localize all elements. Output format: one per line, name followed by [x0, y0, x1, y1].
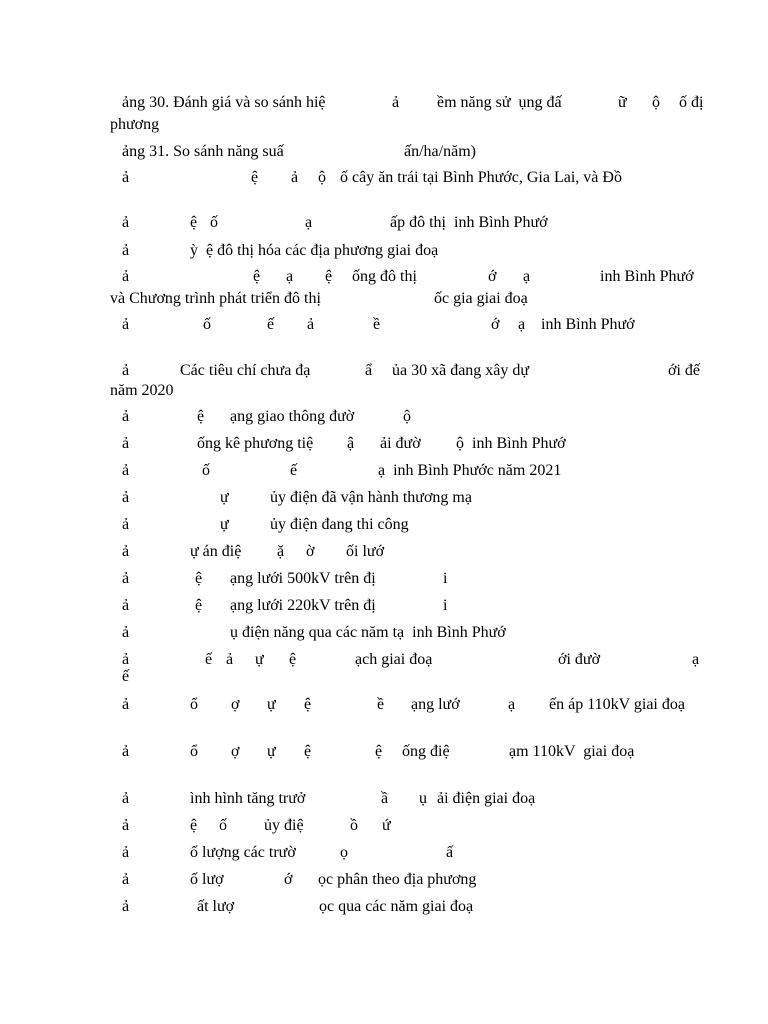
text-fragment: ồ [350, 817, 358, 834]
document-line [0, 788, 768, 810]
text-fragment: inh Bình Phướ [541, 316, 635, 333]
text-fragment: ạng lướ [411, 696, 460, 713]
text-fragment: ủy điện đang thi công [270, 516, 409, 533]
text-fragment: ạ [508, 696, 516, 713]
text-fragment: ả [122, 651, 130, 668]
text-fragment: ộ [403, 408, 411, 425]
text-fragment: ốc gia giai đoạ [434, 290, 528, 307]
text-fragment: ềm năng sử ụng đấ [437, 94, 562, 111]
text-fragment: ống đô thị [352, 268, 417, 285]
document-line [0, 741, 768, 763]
document-line [0, 92, 768, 114]
document-line [0, 622, 768, 644]
document-line [0, 896, 768, 918]
document-line [0, 666, 768, 688]
text-fragment: ệ [190, 214, 198, 231]
text-fragment: ả [122, 624, 130, 641]
text-fragment: ệ [289, 651, 297, 668]
text-fragment: ủy điệ [264, 817, 304, 834]
text-fragment: ứ [382, 817, 391, 834]
text-fragment: ả [122, 408, 130, 425]
text-fragment: ả [307, 316, 315, 333]
text-fragment: ả [122, 169, 130, 186]
document-line [0, 212, 768, 234]
text-fragment: ợ [231, 696, 240, 713]
text-fragment: phương [110, 116, 160, 133]
document-line [0, 815, 768, 837]
text-fragment: ộ inh Bình Phướ [456, 435, 566, 452]
document-line [0, 595, 768, 617]
text-fragment: ả [122, 790, 130, 807]
text-fragment: ạng lưới 500kV trên đị [230, 570, 376, 587]
text-fragment: ố cây ăn trái tại Bình Phước, Gia Lai, và Đồ [340, 169, 622, 186]
text-fragment: ệ [253, 268, 261, 285]
text-fragment: ả [122, 362, 130, 379]
text-fragment: ạ [518, 316, 526, 333]
text-fragment: ả [122, 516, 130, 533]
text-fragment: ự án điệ [190, 543, 242, 560]
text-fragment: ụ [419, 790, 427, 807]
text-fragment: ạ [523, 268, 531, 285]
text-fragment: ẩ [365, 362, 373, 379]
text-fragment: i [443, 570, 448, 587]
text-fragment: ới đườ [558, 651, 601, 668]
text-fragment: ủa 30 xã đang xây dự [392, 362, 530, 379]
text-fragment: ả [226, 651, 234, 668]
text-fragment: ề [373, 316, 381, 333]
text-fragment: ỳ ệ đô thị hóa các địa phương giai đoạ [190, 242, 439, 259]
text-fragment: ất lượ [197, 898, 235, 915]
text-fragment: ự [220, 489, 229, 506]
text-fragment: ạng lưới 220kV trên đị [230, 597, 376, 614]
text-fragment: ả [122, 462, 130, 479]
text-fragment: năm 2020 [110, 382, 174, 399]
text-fragment: ệ [251, 169, 259, 186]
document-line [0, 406, 768, 428]
text-fragment: ới đế [668, 362, 701, 379]
document-line [0, 380, 768, 402]
text-fragment: ệ [197, 408, 205, 425]
text-fragment: ộ [652, 94, 660, 111]
text-fragment: ự [220, 516, 229, 533]
text-fragment: ệ [195, 570, 203, 587]
text-fragment: ệ [375, 743, 383, 760]
text-fragment: Các tiêu chí chưa đạ [180, 362, 311, 379]
text-fragment: ớ [491, 316, 500, 333]
text-fragment: ố [219, 817, 227, 834]
text-fragment: ả [122, 844, 130, 861]
text-fragment: ảng 31. So sánh năng suấ [122, 143, 284, 160]
text-fragment: ố lượng các trườ [190, 844, 296, 861]
text-fragment: ống điệ [402, 743, 450, 760]
text-fragment: ệ [304, 696, 312, 713]
text-fragment: và Chương trình phát triển đô thị [110, 290, 321, 307]
text-fragment: ổ [190, 743, 198, 760]
text-fragment: ế [122, 668, 130, 685]
text-fragment: ạm 110kV giai đoạ [509, 743, 635, 760]
text-fragment: ọc qua các năm giai đoạ [319, 898, 474, 915]
text-fragment: ấp đô thị inh Bình Phướ [390, 214, 548, 231]
text-fragment: ạ inh Bình Phước năm 2021 [378, 462, 562, 479]
text-fragment: ữ [618, 94, 627, 111]
text-fragment: ình hình tăng trưở [190, 790, 306, 807]
text-fragment: ả [122, 696, 130, 713]
text-fragment: ậ [347, 435, 355, 452]
text-fragment: ến áp 110kV giai đoạ [549, 696, 685, 713]
document-line [0, 266, 768, 288]
text-fragment: ải điện giai đoạ [437, 790, 536, 807]
text-fragment: ố [202, 462, 210, 479]
text-fragment: ế [267, 316, 275, 333]
text-fragment: ụ điện năng qua các năm tạ inh Bình Phướ [230, 624, 506, 641]
text-fragment: ệ [304, 743, 312, 760]
text-fragment: ớ [488, 268, 497, 285]
text-fragment: ải đườ [380, 435, 421, 452]
document-line [0, 114, 768, 136]
text-fragment: inh Bình Phướ [600, 268, 694, 285]
text-fragment: ặ [277, 543, 285, 560]
text-fragment: ạng giao thông đườ [230, 408, 355, 425]
document-line [0, 141, 768, 163]
text-fragment: ạch giai đoạ [355, 651, 433, 668]
text-fragment: ế [290, 462, 298, 479]
document-line [0, 541, 768, 563]
text-fragment: ả [122, 871, 130, 888]
text-fragment: ả [122, 898, 130, 915]
text-fragment: ạ [305, 214, 313, 231]
text-fragment: ệ [325, 268, 333, 285]
document-line [0, 694, 768, 716]
text-fragment: ề [377, 696, 385, 713]
text-fragment: ạ [692, 651, 700, 668]
text-fragment: i [443, 597, 448, 614]
text-fragment: ầ [381, 790, 389, 807]
text-fragment: ả [122, 570, 130, 587]
text-fragment: ự [267, 743, 276, 760]
text-fragment: ấ [446, 844, 454, 861]
text-fragment: ọc phân theo địa phương [318, 871, 477, 888]
document-line [0, 568, 768, 590]
text-fragment: ả [122, 817, 130, 834]
text-fragment: ả [122, 316, 130, 333]
text-fragment: ờ [306, 543, 315, 560]
text-fragment: ớ [284, 871, 293, 888]
text-fragment: ự [255, 651, 264, 668]
text-fragment: ả [122, 242, 130, 259]
text-fragment: ả [122, 489, 130, 506]
document-line [0, 869, 768, 891]
text-fragment: ố [210, 214, 218, 231]
text-fragment: ệ [195, 597, 203, 614]
text-fragment: ả [122, 543, 130, 560]
text-fragment: ự [267, 696, 276, 713]
document-line [0, 433, 768, 455]
document-line [0, 240, 768, 262]
text-fragment: ố [203, 316, 211, 333]
text-fragment: ọ [340, 844, 348, 861]
document-line [0, 360, 768, 382]
text-fragment: ố đị [679, 94, 704, 111]
text-fragment: ả [291, 169, 299, 186]
text-fragment: ố lượ [190, 871, 224, 888]
text-fragment: ả [392, 94, 400, 111]
text-fragment: ộ [318, 169, 326, 186]
document-line [0, 167, 768, 189]
text-fragment: ảng 30. Đánh giá và so sánh hiệ [122, 94, 326, 111]
document-line [0, 842, 768, 864]
text-fragment: ả [122, 597, 130, 614]
text-fragment: ổ [190, 696, 198, 713]
document-line [0, 314, 768, 336]
document-line [0, 514, 768, 536]
text-fragment: ả [122, 435, 130, 452]
text-fragment: ấn/ha/năm) [404, 143, 476, 160]
text-fragment: ả [122, 214, 130, 231]
text-fragment: ệ [190, 817, 198, 834]
text-fragment: ạ [286, 268, 294, 285]
text-fragment: ối lướ [346, 543, 385, 560]
document-line [0, 487, 768, 509]
document-line [0, 288, 768, 310]
text-fragment: ả [122, 743, 130, 760]
text-fragment: ủy điện đã vận hành thương mạ [270, 489, 472, 506]
text-fragment: ế [205, 651, 213, 668]
document-line [0, 460, 768, 482]
text-fragment: ợ [231, 743, 240, 760]
text-fragment: ả [122, 268, 130, 285]
text-fragment: ống kê phương tiệ [197, 435, 314, 452]
